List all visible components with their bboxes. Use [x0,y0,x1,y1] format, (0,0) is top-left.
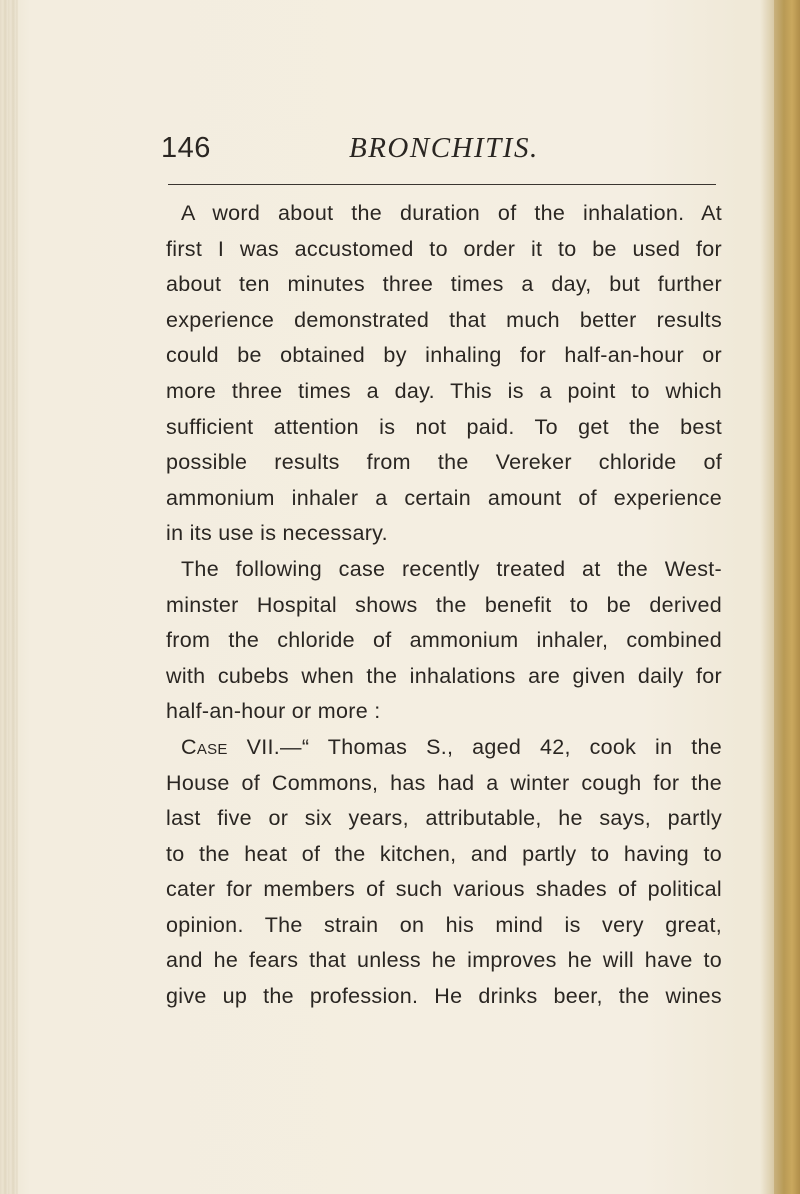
text-line: from the chloride of ammonium inhaler, combined [166,628,722,653]
text-line: experience demonstrated that much better results [166,307,722,332]
body-text [166,196,722,1015]
page-number: 146 [161,132,211,164]
text-line: House of Commons, has had a winter cough for the [166,770,722,795]
page-edge [774,0,800,1194]
text-line: in its use is necessary. [166,521,388,546]
text-line: sufficient attention is not paid. To get the best [166,414,722,439]
text-line: to the heat of the kitchen, and partly to having to [166,841,722,866]
page-header [161,132,717,172]
text-line: minster Hospital shows the benefit to be derived [166,592,722,617]
header-rule [168,184,716,185]
text-line: and he fears that unless he improves he will have to [166,948,722,973]
text-line: about ten minutes three times a day, but further [166,272,722,297]
text-line: opinion. The strain on his mind is very great, [166,912,722,937]
page-gutter [0,0,18,1194]
text-line: cater for members of such various shades of political [166,877,722,902]
case-text: VII.—“ Thomas S., aged 42, cook in the [246,734,722,759]
text-line: give up the profession. He drinks beer, the wines [166,984,722,1009]
text-line: half-an-hour or more : [166,699,381,724]
case-heading-line [166,730,722,766]
running-title: BRONCHITIS. [349,132,539,164]
text-line: last five or six years, attributable, he says, partly [166,806,722,831]
text-line: more three times a day. This is a point to which [166,378,722,403]
text-line: ammonium inhaler a certain amount of experience [166,485,722,510]
text-line: The following case recently treated at the West- [181,556,722,581]
text-line: A word about the duration of the inhalation. At [181,201,722,225]
text-line: with cubebs when the inhalations are given daily for [166,663,722,688]
text-line: first I was accustomed to order it to be used for [166,236,722,261]
case-label: Case [181,734,228,759]
text-line: could be obtained by inhaling for half-an-hour or [166,343,722,368]
text-line: possible results from the Vereker chloride of [166,450,722,475]
